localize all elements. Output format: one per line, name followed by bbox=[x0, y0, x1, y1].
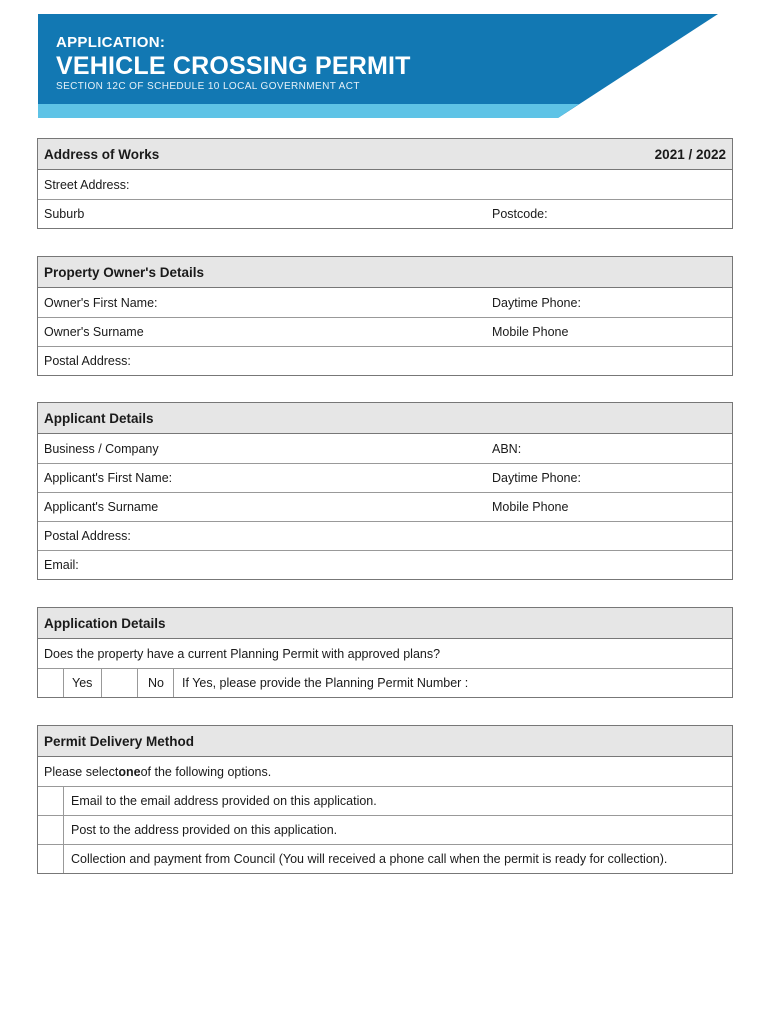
owner-first-name-label[interactable]: Owner's First Name: bbox=[44, 295, 158, 310]
applicant-surname-mobile-row bbox=[38, 492, 732, 521]
collection-option-label: Collection and payment from Council (You will received a phone call when the permit is ready for collection). bbox=[71, 852, 668, 866]
suburb-postcode-row bbox=[38, 199, 732, 228]
page-title: VEHICLE CROSSING PERMIT bbox=[56, 52, 411, 80]
manningham-logo bbox=[618, 66, 708, 110]
owner-mobile-phone-label[interactable]: Mobile Phone bbox=[492, 325, 569, 339]
planning-permit-question: Does the property have a current Planning Permit with approved plans? bbox=[44, 646, 441, 661]
applicant-email-field[interactable] bbox=[38, 550, 732, 579]
owner-details-section bbox=[37, 256, 733, 376]
business-abn-row bbox=[38, 434, 732, 463]
owner-daytime-phone-label[interactable]: Daytime Phone: bbox=[492, 295, 581, 310]
no-label: No bbox=[148, 676, 164, 690]
yes-checkbox[interactable] bbox=[38, 669, 64, 697]
yes-label-cell bbox=[64, 669, 102, 697]
post-option-checkbox[interactable] bbox=[38, 816, 64, 844]
delivery-option-email bbox=[38, 786, 732, 815]
address-of-works-section bbox=[37, 138, 733, 229]
owner-postal-address-label: Postal Address: bbox=[44, 354, 131, 368]
logo-emblem-icon bbox=[644, 66, 682, 94]
suburb-label[interactable]: Suburb bbox=[44, 207, 85, 221]
owner-postal-address-field[interactable] bbox=[38, 346, 732, 375]
applicant-email-label: Email: bbox=[44, 558, 79, 572]
owner-surname-mobile-row bbox=[38, 317, 732, 346]
instruction-text-bold: one bbox=[118, 764, 141, 779]
planning-permit-answer-row bbox=[38, 668, 732, 697]
section-heading: Applicant Details bbox=[44, 410, 154, 426]
section-heading: Permit Delivery Method bbox=[44, 733, 195, 749]
permit-number-label[interactable]: If Yes, please provide the Planning Permit Number : bbox=[182, 676, 469, 690]
delivery-option-collection bbox=[38, 844, 732, 873]
owner-surname-label[interactable]: Owner's Surname bbox=[44, 325, 144, 339]
postcode-label[interactable]: Postcode: bbox=[492, 207, 548, 221]
abn-label[interactable]: ABN: bbox=[492, 441, 522, 456]
section-heading: Application Details bbox=[44, 615, 166, 631]
no-label-cell bbox=[138, 669, 174, 697]
applicant-first-name-label[interactable]: Applicant's First Name: bbox=[44, 471, 173, 485]
instruction-text-post: of the following options. bbox=[140, 764, 272, 779]
business-company-label[interactable]: Business / Company bbox=[44, 441, 159, 456]
email-option-label: Email to the email address provided on this application. bbox=[71, 794, 377, 808]
applicant-surname-label[interactable]: Applicant's Surname bbox=[44, 500, 159, 514]
header-banner bbox=[38, 14, 738, 118]
yes-label: Yes bbox=[72, 676, 93, 690]
delivery-instruction bbox=[38, 757, 271, 786]
permit-delivery-section bbox=[37, 725, 733, 874]
planning-permit-question-row bbox=[38, 639, 732, 668]
section-header bbox=[38, 403, 732, 434]
applicant-mobile-phone-label[interactable]: Mobile Phone bbox=[492, 500, 569, 514]
section-header bbox=[38, 608, 732, 639]
section-heading: Address of Works bbox=[44, 146, 160, 162]
application-details-section bbox=[37, 607, 733, 698]
year-label: 2021 / 2022 bbox=[654, 146, 726, 162]
delivery-option-post bbox=[38, 815, 732, 844]
applicant-postal-address-label: Postal Address: bbox=[44, 529, 131, 543]
applicant-daytime-phone-label[interactable]: Daytime Phone: bbox=[492, 471, 581, 485]
section-header bbox=[38, 139, 732, 170]
section-heading: Property Owner's Details bbox=[44, 264, 205, 280]
street-address-field[interactable] bbox=[38, 170, 732, 199]
banner-subtitle: SECTION 12C OF SCHEDULE 10 LOCAL GOVERNMENT ACT bbox=[56, 81, 360, 92]
instruction-text-pre: Please select bbox=[44, 764, 119, 779]
applicant-name-phone-row bbox=[38, 463, 732, 492]
section-header bbox=[38, 726, 732, 757]
applicant-details-section bbox=[37, 402, 733, 580]
section-header bbox=[38, 257, 732, 288]
street-address-label: Street Address: bbox=[44, 177, 130, 192]
applicant-postal-address-field[interactable] bbox=[38, 521, 732, 550]
post-option-label: Post to the address provided on this application. bbox=[71, 823, 338, 837]
owner-name-phone-row bbox=[38, 288, 732, 317]
logo-text: MANNINGHAM bbox=[630, 96, 696, 105]
email-option-checkbox[interactable] bbox=[38, 787, 64, 815]
banner-line1: APPLICATION: bbox=[56, 34, 166, 51]
collection-option-checkbox[interactable] bbox=[38, 845, 64, 873]
delivery-instruction-row bbox=[38, 757, 732, 786]
no-checkbox[interactable] bbox=[102, 669, 138, 697]
